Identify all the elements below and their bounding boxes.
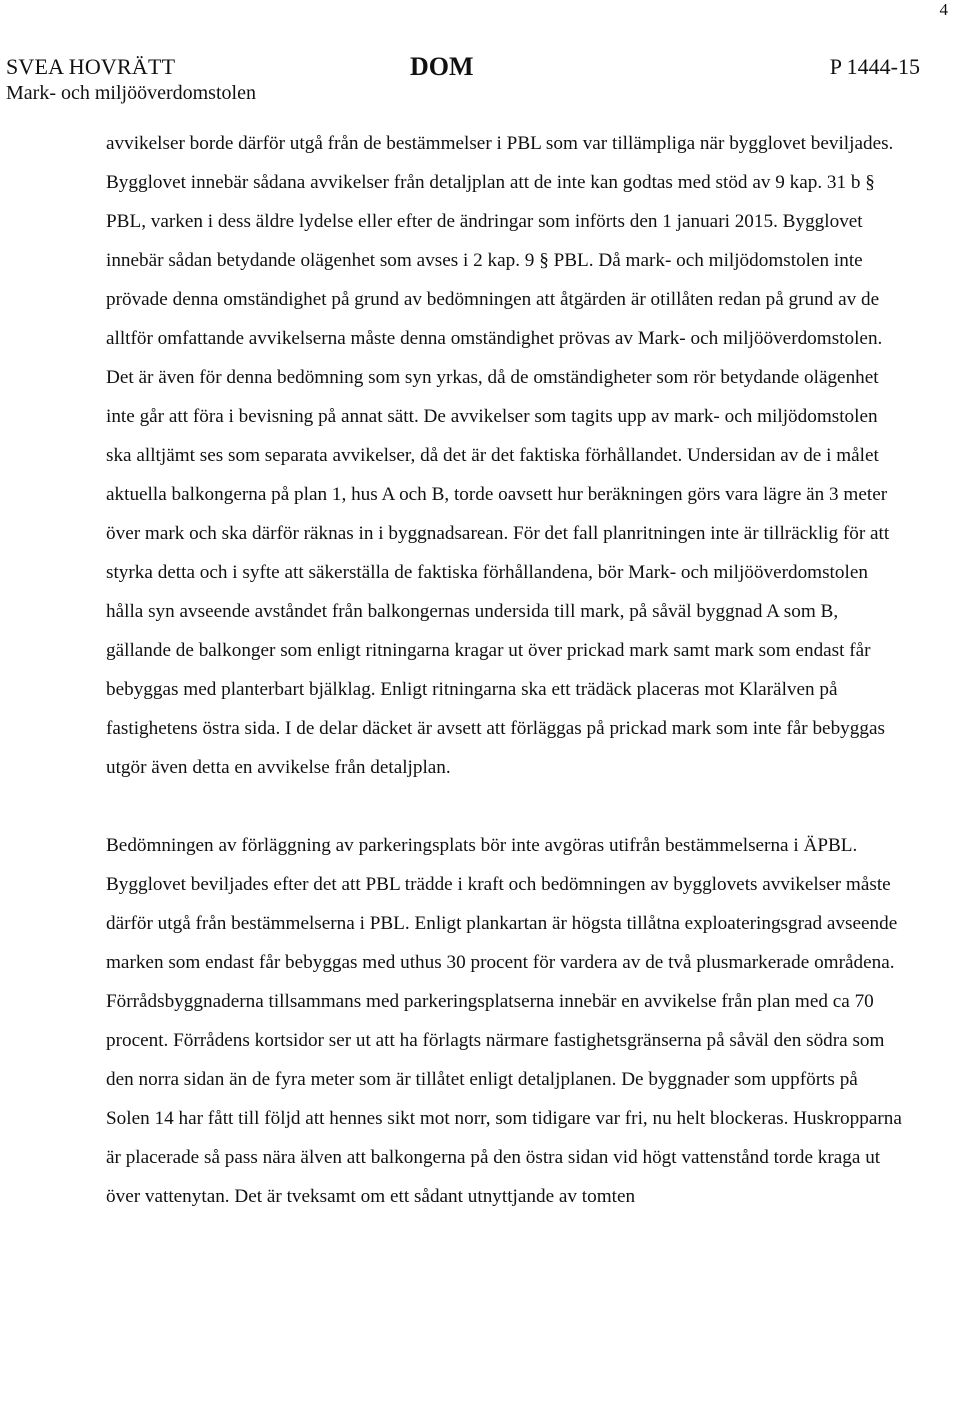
page-number: 4 — [939, 0, 948, 19]
court-division: Mark- och miljööverdomstolen — [6, 82, 256, 104]
court-name: SVEA HOVRÄTT — [6, 54, 176, 79]
paragraph: Bedömningen av förläggning av parkeringsplats bör inte avgöras utifrån bestämmelserna i ÄPBL. Bygglovet beviljades efter det att PBL trädde i kraft och bedömningen av bygglovets avvikelser måste därför utgå från bestämmelserna i PBL. Enligt plankartan är högsta tillåtna exploateringsgrad avseende marken som endast får bebyggas med uthus 30 procent för vardera av de två plusmarkerade områdena. Förrådsbyggnaderna tillsammans med parkeringsplatserna innebär en avvikelse från plan med ca 70 procent. Förrådens kortsidor ser ut att ha förlagts närmare fastighetsgränserna på såväl den södra som den norra sidan än de fyra meter som är tillåtet enligt detaljplanen. De byggnader som uppförts på Solen 14 har fått till följd att hennes sikt mot norr, som tidigare var fri, nu helt blockeras. Huskropparna är placerade så pass nära älven att balkongerna på den östra sidan vid högt vattenstånd torde kraga ut över vattenytan. Det är tveksamt om ett sådant utnyttjande av tomten — [106, 835, 902, 1207]
paragraph: avvikelser borde därför utgå från de bestämmelser i PBL som var tillämpliga när bygglovet beviljades. Bygglovet innebär sådana avvikelser från detaljplan att de inte kan godtas med stöd av 9 kap. 31 b § PBL, varken i dess äldre lydelse eller efter de ändringar som införts den 1 januari 2015. Bygglovet innebär sådan betydande olägenhet som avses i 2 kap. 9 § PBL. Då mark- och miljödomstolen inte prövade denna omständighet på grund av bedömningen att åtgärden är otillåten redan på grund av de alltför omfattande avvikelserna måste denna omständighet prövas av Mark- och miljööverdomstolen. Det är även för denna bedömning som syn yrkas, då de omständigheter som rör betydande olägenhet inte går att föra i bevisning på annat sätt. De avvikelser som tagits upp av mark- och miljödomstolen ska alltjämt ses som separata avvikelser, då det är det faktiska förhållandet. Undersidan av de i målet aktuella balkongerna på plan 1, hus A och B, torde oavsett hur beräkningen görs vara lägre än 3 meter över mark och ska därför räknas in i byggnadsarean. För det fall planritningen inte är tillräcklig för att styrka detta och i syfte att säkerställa de faktiska förhållandena, bör Mark- och miljööverdomstolen hålla syn avseende avståndet från balkongernas undersida till mark, på såväl byggnad A som B, gällande de balkonger som enligt ritningarna kragar ut över prickad mark samt mark som endast får bebyggas med planterbart bjälklag. Enligt ritningarna ska ett trädäck placeras mot Klarälven på fastighetens östra sida. I de delar däcket är avsett att förläggas på prickad mark som inte får bebyggas utgör även detta en avvikelse från detaljplan. — [106, 133, 894, 778]
document-header — [0, 52, 960, 107]
document-type: DOM — [410, 52, 474, 81]
case-number: P 1444-15 — [829, 54, 920, 79]
document-body — [106, 124, 906, 1216]
